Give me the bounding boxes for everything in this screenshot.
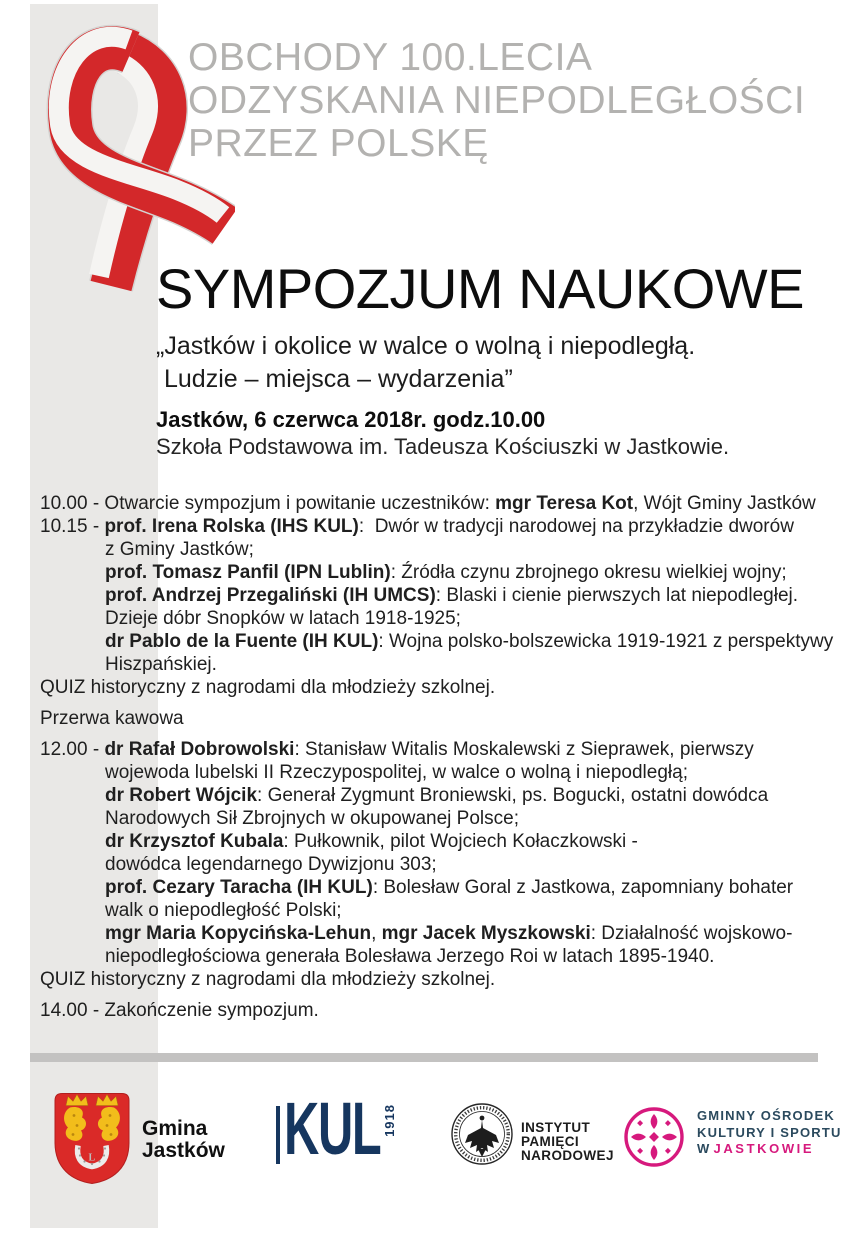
gokis-label-line-2: KULTURY I SPORTU bbox=[697, 1124, 842, 1140]
program-line bbox=[40, 999, 840, 1022]
program-text: : Blaski i cienie pierwszych lat niepodległej. bbox=[435, 585, 799, 606]
program-text: walk o niepodległość Polski; bbox=[105, 900, 342, 921]
program-line bbox=[40, 761, 840, 784]
program-line bbox=[40, 876, 840, 899]
gmina-jastkow-label bbox=[142, 1118, 225, 1162]
program-text: 10.00 - Otwarcie sympozjum i powitanie uczestników: bbox=[40, 493, 496, 514]
program-text: : Wojna polsko-bolszewicka 1919-1921 z perspektywy bbox=[378, 631, 834, 652]
gokis-label bbox=[697, 1108, 842, 1158]
program-text: z Gminy Jastków; bbox=[105, 539, 254, 560]
program-line bbox=[40, 899, 840, 922]
program-text: 12.00 - bbox=[40, 739, 105, 760]
kul-logo bbox=[276, 1087, 426, 1174]
kul-logo-acronym: KUL bbox=[284, 1087, 381, 1170]
program-text: : Pułkownik, pilot Wojciech Kołaczkowski - bbox=[283, 831, 638, 852]
kul-logo-year: 1918 bbox=[382, 1104, 397, 1137]
program-line bbox=[40, 738, 840, 761]
program-speaker-name: mgr Jacek Myszkowski bbox=[381, 923, 591, 944]
program-text: , bbox=[371, 923, 382, 944]
program-line bbox=[40, 492, 840, 515]
program-line bbox=[40, 707, 840, 730]
program-text: , Wójt Gminy Jastków bbox=[633, 493, 816, 514]
program-text: : Bolesław Goral z Jastkowa, zapomniany bohater bbox=[372, 877, 794, 898]
header-line-1: OBCHODY 100.LECIA bbox=[188, 36, 593, 79]
program-line bbox=[40, 515, 840, 538]
ipn-label-line-3: NARODOWEJ bbox=[521, 1148, 614, 1163]
program-text: : Dwór w tradycji narodowej na przykładzie dworów bbox=[358, 516, 794, 537]
program-text: QUIZ historyczny z nagrodami dla młodzieży szkolnej. bbox=[40, 969, 496, 990]
event-date: Jastków, 6 czerwca 2018r. godz.10.00 bbox=[156, 407, 546, 432]
gokis-emblem-icon bbox=[623, 1106, 685, 1168]
program-speaker-name: prof. Cezary Taracha (IH KUL) bbox=[105, 877, 373, 898]
header-line-3: PRZEZ POLSKĘ bbox=[188, 122, 489, 165]
ipn-label-line-2: PAMIĘCI bbox=[521, 1134, 580, 1149]
ipn-label-line-1: INSTYTUT bbox=[521, 1120, 591, 1135]
program-text: wojewoda lubelski II Rzeczypospolitej, w walce o wolną i niepodległą; bbox=[105, 762, 688, 783]
program-line bbox=[40, 945, 840, 968]
program-speaker-name: dr Pablo de la Fuente (IH KUL) bbox=[105, 631, 379, 652]
program-line bbox=[40, 784, 840, 807]
page-title: SYMPOZJUM NAUKOWE bbox=[156, 257, 804, 320]
program-text: Hiszpańskiej. bbox=[105, 654, 217, 675]
program-speaker-name: dr Krzysztof Kubala bbox=[105, 831, 284, 852]
program-line bbox=[40, 830, 840, 853]
program-speaker-name: mgr Teresa Kot bbox=[495, 493, 634, 514]
program-schedule bbox=[40, 492, 840, 1022]
header-banner bbox=[188, 36, 805, 165]
program-text: QUIZ historyczny z nagrodami dla młodzieży szkolnej. bbox=[40, 677, 496, 698]
program-speaker-name: dr Rafał Dobrowolski bbox=[104, 739, 295, 760]
footer-divider bbox=[30, 1053, 818, 1062]
gokis-label-line-3 bbox=[697, 1141, 842, 1158]
subtitle bbox=[156, 330, 695, 396]
event-venue: Szkoła Podstawowa im. Tadeusza Kościuszki w Jastkowie. bbox=[156, 434, 730, 459]
gokis-label-line-1: GMINNY OŚRODEK bbox=[697, 1108, 835, 1123]
svg-text:L: L bbox=[88, 1152, 96, 1164]
program-text: : Stanisław Witalis Moskalewski z Sieprawek, pierwszy bbox=[294, 739, 754, 760]
event-details bbox=[156, 406, 729, 460]
program-text: niepodległościowa generała Bolesława Jerzego Roi w latach 1895-1940. bbox=[105, 946, 715, 967]
program-text: dowódca legendarnego Dywizjonu 303; bbox=[105, 854, 437, 875]
program-line bbox=[40, 561, 840, 584]
program-speaker-name: dr Robert Wójcik bbox=[105, 785, 258, 806]
kul-logo-bar bbox=[276, 1106, 280, 1164]
program-line bbox=[40, 607, 840, 630]
program-speaker-name: prof. Irena Rolska (IHS KUL) bbox=[104, 516, 359, 537]
subtitle-line-1: „Jastków i okolice w walce o wolną i niepodległą. bbox=[156, 332, 696, 360]
program-text: Przerwa kawowa bbox=[40, 708, 184, 729]
program-line bbox=[40, 653, 840, 676]
program-line bbox=[40, 676, 840, 699]
ipn-seal-icon bbox=[450, 1102, 514, 1166]
gmina-label-line-2: Jastków bbox=[142, 1139, 225, 1162]
program-text: : Generał Zygmunt Broniewski, ps. Bogucki, ostatni dowódca bbox=[257, 785, 769, 806]
program-text: : Źródła czynu zbrojnego okresu wielkiej wojny; bbox=[390, 562, 787, 583]
gmina-jastkow-crest-icon bbox=[52, 1090, 132, 1187]
program-speaker-name: prof. Tomasz Panfil (IPN Lublin) bbox=[105, 562, 391, 583]
program-line bbox=[40, 807, 840, 830]
program-text: 10.15 - bbox=[40, 516, 105, 537]
program-text: Dzieje dóbr Snopków w latach 1918-1925; bbox=[105, 608, 461, 629]
program-line bbox=[40, 853, 840, 876]
subtitle-line-2: Ludzie – miejsca – wydarzenia” bbox=[164, 365, 513, 393]
program-speaker-name: mgr Maria Kopycińska-Lehun bbox=[105, 923, 372, 944]
ipn-label bbox=[521, 1121, 614, 1163]
program-text: Narodowych Sił Zbrojnych w okupowanej Polsce; bbox=[105, 808, 519, 829]
header-line-2: ODZYSKANIA NIEPODLEGŁOŚCI bbox=[188, 79, 806, 122]
gokis-label-line-3-prefix: W bbox=[697, 1141, 711, 1156]
gmina-label-line-1: Gmina bbox=[142, 1117, 208, 1140]
program-text: 14.00 - Zakończenie sympozjum. bbox=[40, 1000, 319, 1021]
program-line bbox=[40, 968, 840, 991]
program-text: : Działalność wojskowo- bbox=[590, 923, 793, 944]
program-speaker-name: prof. Andrzej Przegaliński (IH UMCS) bbox=[105, 585, 436, 606]
program-line bbox=[40, 922, 840, 945]
program-line bbox=[40, 538, 840, 561]
gokis-label-line-3-name: JASTKOWIE bbox=[713, 1141, 815, 1156]
program-line bbox=[40, 630, 840, 653]
program-line bbox=[40, 584, 840, 607]
